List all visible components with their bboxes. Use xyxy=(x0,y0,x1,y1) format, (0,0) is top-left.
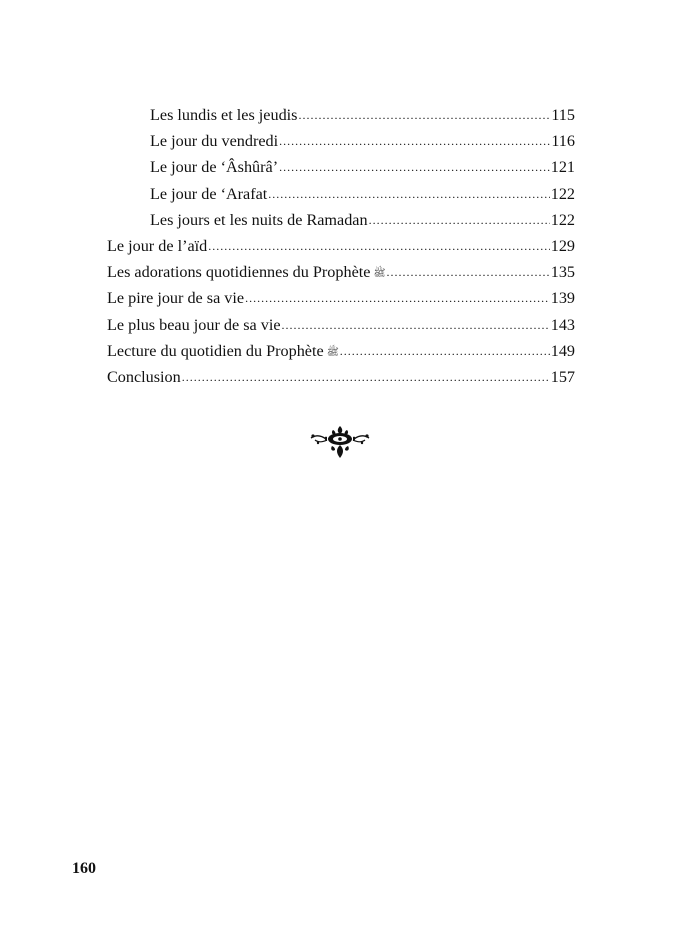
toc-entry-page: 122 xyxy=(550,210,575,229)
toc-entry[interactable] xyxy=(107,128,575,154)
dot-leader xyxy=(279,128,550,154)
toc-entry[interactable] xyxy=(107,285,575,311)
toc-entry-page: 116 xyxy=(551,132,575,151)
toc-entry-page: 121 xyxy=(550,158,575,177)
honorific-icon: ﷺ xyxy=(326,346,339,358)
dot-leader xyxy=(279,154,550,180)
toc-entry-title: Les jours et les nuits de Ramadan xyxy=(150,210,368,229)
toc-entry-title: Conclusion xyxy=(107,367,181,386)
dot-leader xyxy=(182,364,550,390)
toc-entry[interactable] xyxy=(107,338,575,364)
toc-entry-page: 143 xyxy=(550,315,575,334)
toc-entry-page: 135 xyxy=(550,263,575,282)
toc-entry-title: Le jour de ‘Arafat xyxy=(150,184,268,203)
toc-entry[interactable] xyxy=(107,233,575,259)
dot-leader xyxy=(369,207,550,233)
dot-leader xyxy=(387,259,550,285)
toc-entry[interactable] xyxy=(107,364,575,390)
toc-entry-title: Le pire jour de sa vie xyxy=(107,289,245,308)
toc-entry-page: 149 xyxy=(550,341,575,360)
dot-leader xyxy=(208,233,549,259)
toc-entry[interactable] xyxy=(107,154,575,180)
toc-entry-title: Le plus beau jour de sa vie xyxy=(107,315,281,334)
page-number: 160 xyxy=(72,860,96,877)
toc-entry-page: 122 xyxy=(550,184,575,203)
toc-entry-page: 157 xyxy=(550,367,575,386)
table-of-contents xyxy=(107,102,575,390)
toc-entry-title: Le jour de l’aïd xyxy=(107,236,208,255)
toc-entry[interactable] xyxy=(107,312,575,338)
toc-entry-page: 115 xyxy=(551,106,575,124)
dot-leader xyxy=(298,102,550,128)
toc-entry[interactable] xyxy=(107,259,575,285)
toc-entry-title-wrap xyxy=(107,259,386,287)
toc-entry-page: 139 xyxy=(550,289,575,308)
honorific-icon: ﷺ xyxy=(373,268,386,280)
toc-entry-title: Lecture du quotidien du Prophète xyxy=(107,341,324,360)
toc-entry-title-wrap xyxy=(107,338,339,366)
floral-ornament-icon xyxy=(309,424,371,458)
dot-leader xyxy=(340,338,550,364)
toc-entry-title: Les adorations quotidiennes du Prophète xyxy=(107,263,371,282)
dot-leader xyxy=(268,181,549,207)
toc-entry-title: Le jour de ‘Âshûrâ’ xyxy=(150,158,279,177)
dot-leader xyxy=(282,312,550,338)
toc-entry[interactable] xyxy=(107,181,575,207)
toc-entry[interactable] xyxy=(107,102,575,128)
toc-entry-title: Les lundis et les jeudis xyxy=(150,106,298,124)
toc-entry-page: 129 xyxy=(550,236,575,255)
dot-leader xyxy=(245,285,550,311)
toc-entry[interactable] xyxy=(107,207,575,233)
toc-entry-title: Le jour du vendredi xyxy=(150,132,279,151)
